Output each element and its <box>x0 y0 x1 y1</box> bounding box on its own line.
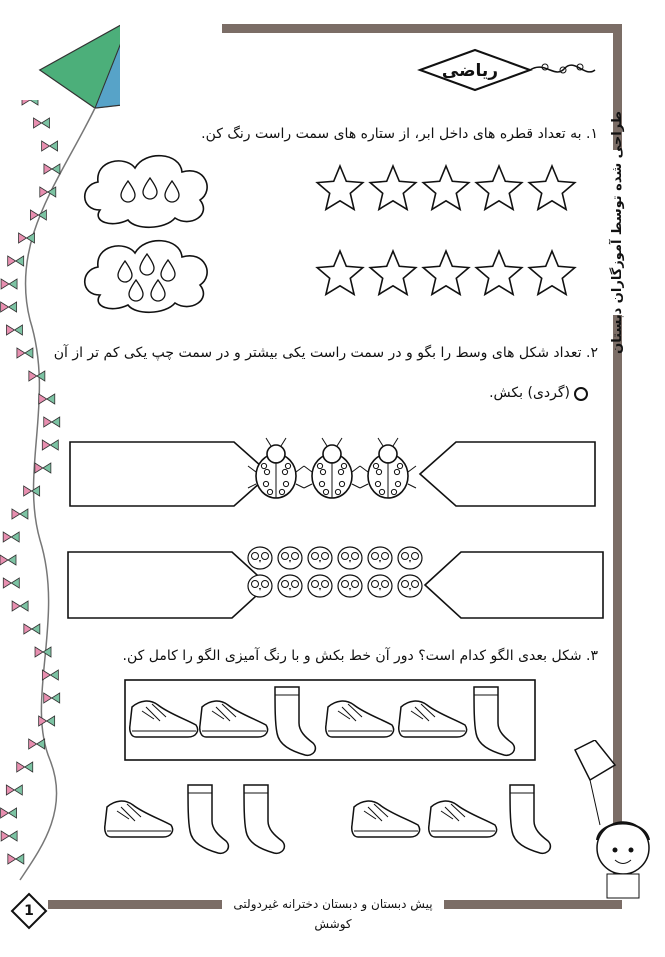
star-icon <box>370 166 416 209</box>
ladybug-icon <box>360 438 416 498</box>
ladybug-icon <box>304 438 360 498</box>
bow-icon <box>17 348 33 358</box>
bow-icon <box>22 100 38 105</box>
frame-top <box>222 24 622 33</box>
kite-icon <box>40 20 120 108</box>
cloud-icon <box>85 241 207 313</box>
bow-icon <box>1 831 17 841</box>
bow-icon <box>39 394 55 404</box>
bow-icon <box>6 325 22 335</box>
owl-icon <box>278 575 302 597</box>
owl-icon <box>338 575 362 597</box>
girl-with-kite-icon <box>545 740 660 900</box>
star-icon <box>476 166 522 209</box>
bow-icon <box>44 417 60 427</box>
bow-icon <box>29 739 45 749</box>
star-icon <box>529 166 575 209</box>
answer-box <box>420 442 595 506</box>
question-2-text-line1: ۲. تعداد شکل های وسط را بگو و در سمت راست یکی بیشتر و در سمت چپ یکی کم تر از آن <box>53 345 598 361</box>
bow-icon <box>42 440 58 450</box>
bow-icon <box>0 555 16 565</box>
bow-icon <box>33 118 49 128</box>
owl-icon <box>338 547 362 569</box>
bow-icon <box>44 693 60 703</box>
star-icon <box>423 166 469 209</box>
side-label: طراحی شده توسط آموزگاران دبستان <box>610 111 625 354</box>
bow-icon <box>3 578 19 588</box>
answer-box <box>425 552 603 618</box>
bow-icon <box>24 486 40 496</box>
sock-icon <box>188 785 228 853</box>
owl-icon <box>308 575 332 597</box>
bow-icon <box>8 854 24 864</box>
question-2-text-line2: (گردی) بکش. <box>489 385 570 401</box>
owl-icon <box>248 547 272 569</box>
bow-icon <box>8 256 24 266</box>
owl-icon <box>308 547 332 569</box>
bow-icon <box>1 279 17 289</box>
question-1-area <box>80 150 600 320</box>
bow-icon <box>29 371 45 381</box>
bow-icon <box>1 302 17 312</box>
question-3-text: ۳. شکل بعدی الگو کدام است؟ دور آن خط بکش و با رنگ آمیزی الگو را کامل کن. <box>122 648 598 664</box>
bow-icon <box>42 141 58 151</box>
owl-icon <box>248 575 272 597</box>
bow-icon <box>1 808 17 818</box>
question-2-area <box>60 430 610 630</box>
answer-box <box>68 552 268 618</box>
bow-icon <box>35 647 51 657</box>
bow-icon <box>6 785 22 795</box>
bow-icon <box>19 233 35 243</box>
cloud-icon <box>85 156 207 228</box>
bow-icon <box>39 716 55 726</box>
subject-title: ریاضی <box>441 61 499 81</box>
question-3-area <box>90 675 610 875</box>
circle-icon <box>574 387 588 401</box>
bow-icon <box>17 762 33 772</box>
owl-icon <box>398 575 422 597</box>
question-1-text: ۱. به تعداد قطره های داخل ابر، از ستاره های سمت راست رنگ کن. <box>201 126 598 142</box>
star-icon <box>476 251 522 294</box>
owl-icon <box>398 547 422 569</box>
shoe-icon <box>105 801 173 837</box>
star-icon <box>317 251 363 294</box>
star-icon <box>370 251 416 294</box>
star-icon <box>317 166 363 209</box>
bow-icon <box>42 670 58 680</box>
bow-icon <box>40 187 56 197</box>
shoe-icon <box>352 801 420 837</box>
page-number: 1 <box>24 903 34 919</box>
bow-icon <box>24 624 40 634</box>
bow-icon <box>3 532 19 542</box>
answer-box <box>70 442 270 506</box>
owl-icon <box>368 547 392 569</box>
bow-icon <box>30 210 46 220</box>
footer-text: پیش دبستان و دبستان دخترانه غیردولتی کوشش <box>233 897 433 931</box>
sock-icon <box>244 785 284 853</box>
bow-icon <box>12 509 28 519</box>
bow-icon <box>12 601 28 611</box>
bow-icon <box>44 164 60 174</box>
star-icon <box>529 251 575 294</box>
owl-icon <box>278 547 302 569</box>
shoe-icon <box>429 801 497 837</box>
bow-icon <box>35 463 51 473</box>
owl-icon <box>368 575 392 597</box>
star-icon <box>423 251 469 294</box>
